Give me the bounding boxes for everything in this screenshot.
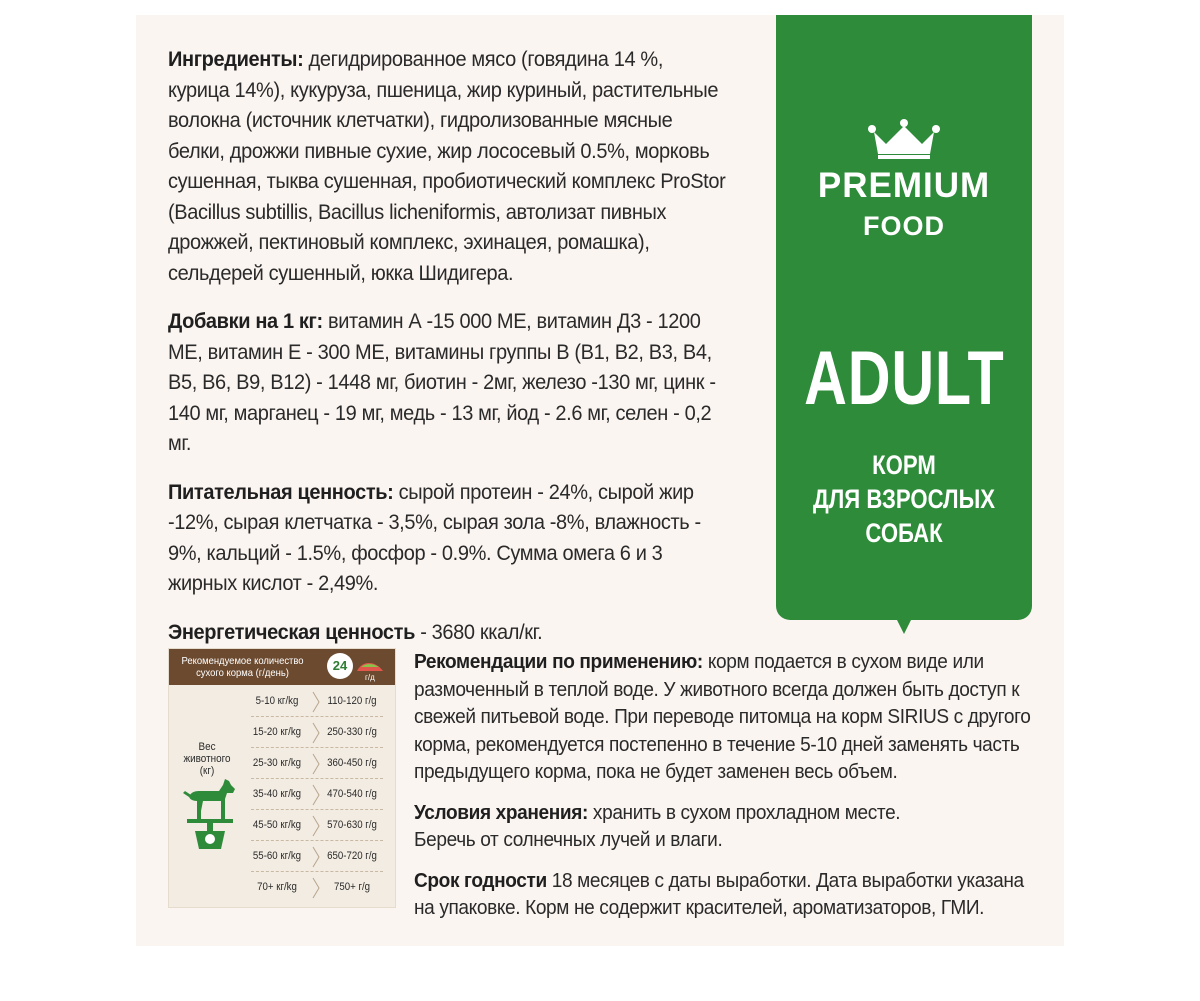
table-row xyxy=(239,873,389,903)
weight-label xyxy=(182,741,232,777)
banner-tip xyxy=(893,612,915,634)
additives-text: витамин А -15 000 МЕ, витамин Д3 - 1200 МЕ, витамин Е - 300 МЕ, витамины группы В (В1, В2, В3, В4, В5, В6, В9, В12) - 1448 мг, биотин - 2мг, железо -130 мг, цинк - 140 мг, марганец - 19 мг, медь - 13 мг, йод - 2.6 мг, селен - 0,2 мг. xyxy=(168,309,716,455)
energy-label: Энергетическая ценность xyxy=(168,619,416,644)
row-divider xyxy=(251,871,383,872)
row-grams: 570-630 г/g xyxy=(327,819,377,831)
shelf-life-label: Срок годности xyxy=(414,868,547,892)
weight-label-line-3: (кг) xyxy=(199,765,215,777)
weight-label-line-2: животного xyxy=(183,753,231,765)
table-row xyxy=(239,749,389,779)
shelf-life-text: 18 месяцев с даты выработки. Дата выработки указана на упаковке. Корм не содержит красителей, ароматизаторов, ГМИ. xyxy=(414,868,1024,919)
storage-text: хранить в сухом прохладном месте. xyxy=(587,800,901,824)
table-row xyxy=(239,811,389,841)
crown-icon xyxy=(866,118,942,160)
row-divider xyxy=(251,809,383,810)
feeding-table xyxy=(168,648,396,908)
row-weight: 15-20 кг/kg xyxy=(252,726,302,738)
ingredients-label: Ингредиенты: xyxy=(168,47,304,71)
hours-badge: 24 xyxy=(327,653,353,679)
row-grams: 110-120 г/g xyxy=(327,695,377,707)
nutrition-label: Питательная ценность: xyxy=(168,479,394,504)
korm-line-1: КОРМ xyxy=(872,450,936,480)
bowl-icon xyxy=(355,659,385,673)
row-weight: 70+ кг/kg xyxy=(257,881,297,893)
row-grams: 360-450 г/g xyxy=(327,757,377,769)
adult-label: ADULT xyxy=(804,336,1005,421)
table-row xyxy=(239,780,389,810)
row-grams: 250-330 г/g xyxy=(327,726,377,738)
storage-text-2: Беречь от солнечных лучей и влаги. xyxy=(414,828,723,851)
table-row xyxy=(239,842,389,872)
korm-line-2: ДЛЯ ВЗРОСЛЫХ xyxy=(812,484,996,514)
shelf-life-paragraph xyxy=(414,867,1035,922)
feeding-table-header xyxy=(169,649,395,685)
premium-label: PREMIUM xyxy=(817,166,991,205)
korm-line-3: СОБАК xyxy=(865,518,943,548)
row-divider xyxy=(251,840,383,841)
row-divider xyxy=(251,716,383,717)
energy-paragraph xyxy=(168,617,726,648)
additives-label: Добавки на 1 кг: xyxy=(168,309,323,333)
row-grams: 650-720 г/g xyxy=(327,850,377,862)
usage-text-content: корм подается в сухом виде или размоченный в теплой воде. У животного всегда должен быть доступ к свежей питьевой воде. При переводе питомца на корм SIRIUS с другого корма, рекомендуется постепенно в течение 5-10 дней заменять часть предыдущего корма, пока не будет заменен весь объем. xyxy=(414,650,1031,783)
unit-label: г/д xyxy=(365,673,375,682)
ingredients-paragraph xyxy=(168,44,726,288)
row-weight: 35-40 кг/kg xyxy=(252,788,302,800)
additives-paragraph xyxy=(168,306,726,459)
feeding-table-title: Рекомендуемое количество сухого корма (г/день) xyxy=(181,655,304,679)
composition-text xyxy=(168,44,726,665)
row-grams: 470-540 г/g xyxy=(327,788,377,800)
table-row xyxy=(239,687,389,717)
ingredients-text: дегидрированное мясо (говядина 14 %, курица 14%), кукуруза, пшеница, жир куриный, растительные волокна (источник клетчатки), гидролизованные мясные белки, дрожжи пивные сухие, жир лососевый 0.5%, морковь сушенная, тыква сушенная, пробиотический комплекс ProStor (Bacillus subtillis, Bacillus licheniformis, автолизат пивных дрожжей, пектиновый комплекс, эхинацея, ромашка), сельдерей сушенный, юкка Шидигера. xyxy=(168,47,726,285)
row-weight: 5-10 кг/kg xyxy=(255,695,299,707)
nutrition-paragraph xyxy=(168,477,726,599)
food-label: FOOD xyxy=(863,211,945,241)
storage-paragraph xyxy=(414,799,1035,854)
product-description xyxy=(799,448,1009,550)
dog-on-scale-icon xyxy=(181,777,237,853)
nutrition-text: сырой протеин - 24%, сырой жир -12%, сырая клетчатка - 3,5%, сырая зола -8%, влажность - 9%, кальций - 1.5%, фосфор - 0.9%. Сумма омега 6 и 3 жирных кислот - 2,49%. xyxy=(168,479,701,595)
usage-label: Рекомендации по применению: xyxy=(414,650,703,673)
usage-paragraph xyxy=(414,648,1035,786)
row-divider xyxy=(251,778,383,779)
table-row xyxy=(239,718,389,748)
energy-text: - 3680 ккал/кг. xyxy=(415,619,543,644)
weight-label-line-1: Вес xyxy=(198,741,216,753)
row-weight: 55-60 кг/kg xyxy=(252,850,302,862)
row-weight: 45-50 кг/kg xyxy=(252,819,302,831)
row-grams: 750+ г/g xyxy=(333,881,371,893)
storage-label: Условия хранения: xyxy=(414,800,588,824)
row-weight: 25-30 кг/kg xyxy=(252,757,302,769)
row-divider xyxy=(251,747,383,748)
usage-text xyxy=(414,648,1035,935)
